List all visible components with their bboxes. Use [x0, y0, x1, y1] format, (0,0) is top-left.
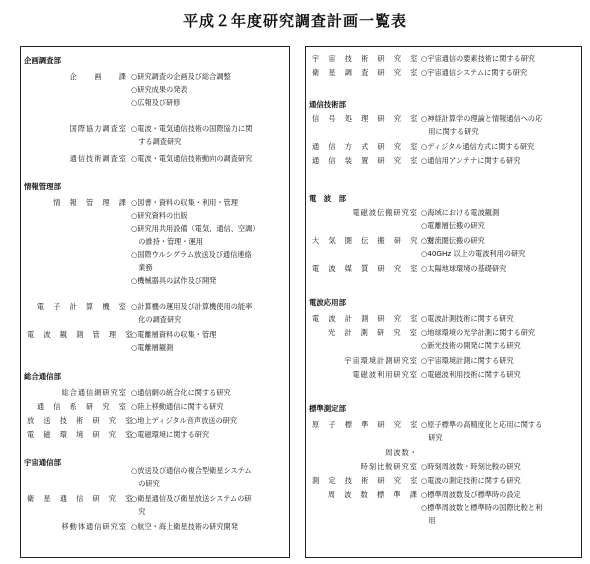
research-item: ○海域における電波観測	[421, 208, 500, 217]
research-item: ○衛星通信及び衛星放送システムの研	[131, 494, 252, 503]
research-item: ○通信用アンテナに関する研究	[421, 156, 521, 165]
research-item: ○宇宙通信の要素技術に関する研究	[421, 54, 536, 63]
research-item: ○電波・電気通信技術動向の調査研究	[131, 154, 253, 163]
right-column-table	[305, 46, 582, 558]
research-item: 化の調査研究	[131, 315, 182, 324]
research-item: の研究	[131, 479, 160, 488]
research-item: ○新光技術の開発に関する研究	[421, 341, 521, 350]
research-item: 研究	[421, 433, 443, 442]
research-item: ○研究資料の出版	[131, 211, 188, 220]
unit-name: 電 波 計 測 研 究 室	[312, 314, 419, 323]
research-item: ○航空・海上衛星技術の研究開発	[131, 522, 238, 531]
research-item: ○ディジタル通信方式に関する研究	[421, 142, 535, 151]
research-item: ○地上ディジタル音声放送の研究	[131, 416, 238, 425]
research-item: ○宇宙通信システムに関する研究	[421, 68, 528, 77]
department-heading: 標準測定部	[309, 404, 346, 413]
research-item: ○研究成果の発表	[131, 85, 188, 94]
research-item: ○標準周波数及び標準時の設定	[421, 490, 521, 499]
unit-name: 総合通信網研究室	[61, 388, 127, 397]
unit-name: 国際協力調査室	[69, 124, 127, 133]
department-heading: 宇宙通信部	[24, 458, 61, 467]
unit-name: 放 送 技 術 研 究 室	[27, 416, 134, 425]
research-item: 業務	[131, 263, 153, 272]
research-item: ○放送及び通信の複合型衛星システム	[131, 466, 252, 475]
unit-name: 電 波 観 測 管 理 室	[27, 330, 134, 339]
unit-name: 電磁波利用研究室	[352, 370, 418, 379]
unit-name: 測 定 技 術 研 究 室	[312, 476, 419, 485]
unit-name: 情 報 管 理 課	[53, 198, 127, 207]
unit-name: 通 信 方 式 研 究 室	[312, 142, 419, 151]
research-item: ○標準周波数と標準時の国際比較と利	[421, 503, 543, 512]
unit-name: 衛 星 通 信 研 究 室	[27, 494, 134, 503]
research-item: ○電離層伝搬の研究	[421, 221, 485, 230]
unit-name: 電 波 媒 質 研 究 室	[312, 264, 419, 273]
research-item: ○研究用共用設備（電気、通信、空調）	[131, 224, 260, 233]
unit-name: 衛 星 調 査 研 究 室	[312, 68, 419, 77]
research-item: ○地球環境の光学計測に関する研究	[421, 328, 536, 337]
department-heading: 総合通信部	[24, 372, 61, 381]
research-item: ○陸上移動通信に関する研究	[131, 402, 224, 411]
research-item: ○対流圏伝搬の研究	[421, 236, 485, 245]
research-item: ○電磁環境に関する研究	[131, 430, 210, 439]
research-item: ○太陽地球環境の基礎研究	[421, 264, 507, 273]
research-item: ○機械器具の試作及び開発	[131, 276, 217, 285]
unit-name: 通 信 系 研 究 室	[36, 402, 127, 411]
research-item: ○時刻周波数・時刻比較の研究	[421, 462, 521, 471]
research-item: ○通信網の統合化に関する研究	[131, 388, 231, 397]
department-heading: 通信技術部	[309, 100, 346, 109]
research-item: 究	[131, 507, 146, 516]
unit-name: 宇 宙 技 術 研 究 室	[312, 54, 419, 63]
research-item: ○宇宙環境計測に関する研究	[421, 356, 514, 365]
department-heading: 情報管理部	[24, 182, 61, 191]
unit-name: 周 波 数 標 準 課	[327, 490, 418, 499]
page-title: 平成２年度研究調査計画一覧表	[182, 12, 407, 30]
research-item: する調査研究	[131, 137, 182, 146]
unit-name: 電磁波伝搬研究室	[352, 208, 418, 217]
unit-name: 電 磁 環 境 研 究 室	[27, 430, 134, 439]
unit-name: 通 信 装 置 研 究 室	[312, 156, 419, 165]
research-item: ○神経計算学の理論と情報通信への応	[421, 114, 543, 123]
unit-name: 時刻比較研究室	[360, 462, 418, 471]
left-column-table	[20, 46, 290, 558]
unit-name: 信 号 処 理 研 究 室	[312, 114, 419, 123]
research-item: 用に関する研究	[421, 127, 479, 136]
research-item: ○計算機の運用及び計算機使用の能率	[131, 302, 253, 311]
research-item: の維持・管理・運用	[131, 237, 203, 246]
research-item: ○電波の測定技術に関する研究	[421, 476, 521, 485]
research-item: ○国際ウルシグラム放送及び通信連絡	[131, 250, 252, 259]
research-item: ○電離層資料の収集・管理	[131, 330, 217, 339]
research-item: ○電離層観測	[131, 343, 174, 352]
unit-name: 移動体通信研究室	[61, 522, 127, 531]
department-heading: 電波応用部	[309, 298, 346, 307]
research-item: 用	[421, 516, 436, 525]
research-item: ○広報及び研修	[131, 98, 181, 107]
research-item: ○原子標準の高精度化と応用に関する	[421, 420, 543, 429]
research-item: ○電波・電気通信技術の国際協力に関	[131, 124, 253, 133]
research-item: ○図書・資料の収集・利用・管理	[131, 198, 238, 207]
research-item: ○電波計測技術に関する研究	[421, 314, 514, 323]
research-item: ○研究調査の企画及び総合調整	[131, 72, 231, 81]
unit-name: 宇宙環境計測研究室	[344, 356, 418, 365]
department-heading: 企画調査部	[24, 56, 61, 65]
department-heading: 電 波 部	[309, 194, 346, 203]
unit-name: 周波数・	[385, 448, 418, 457]
unit-name: 大 気 圏 伝 搬 研 究 室	[312, 236, 435, 245]
unit-name: 原 子 標 準 研 究 室	[312, 420, 419, 429]
unit-name: 電 子 計 算 機 室	[36, 302, 127, 311]
research-item: ○電磁波利用技術に関する研究	[421, 370, 521, 379]
unit-name: 通信技術調査室	[69, 154, 127, 163]
unit-name: 企 画 課	[69, 72, 127, 81]
unit-name: 光 計 測 研 究 室	[327, 328, 418, 337]
research-item: ○40GHz 以上の電波利用の研究	[421, 249, 526, 258]
